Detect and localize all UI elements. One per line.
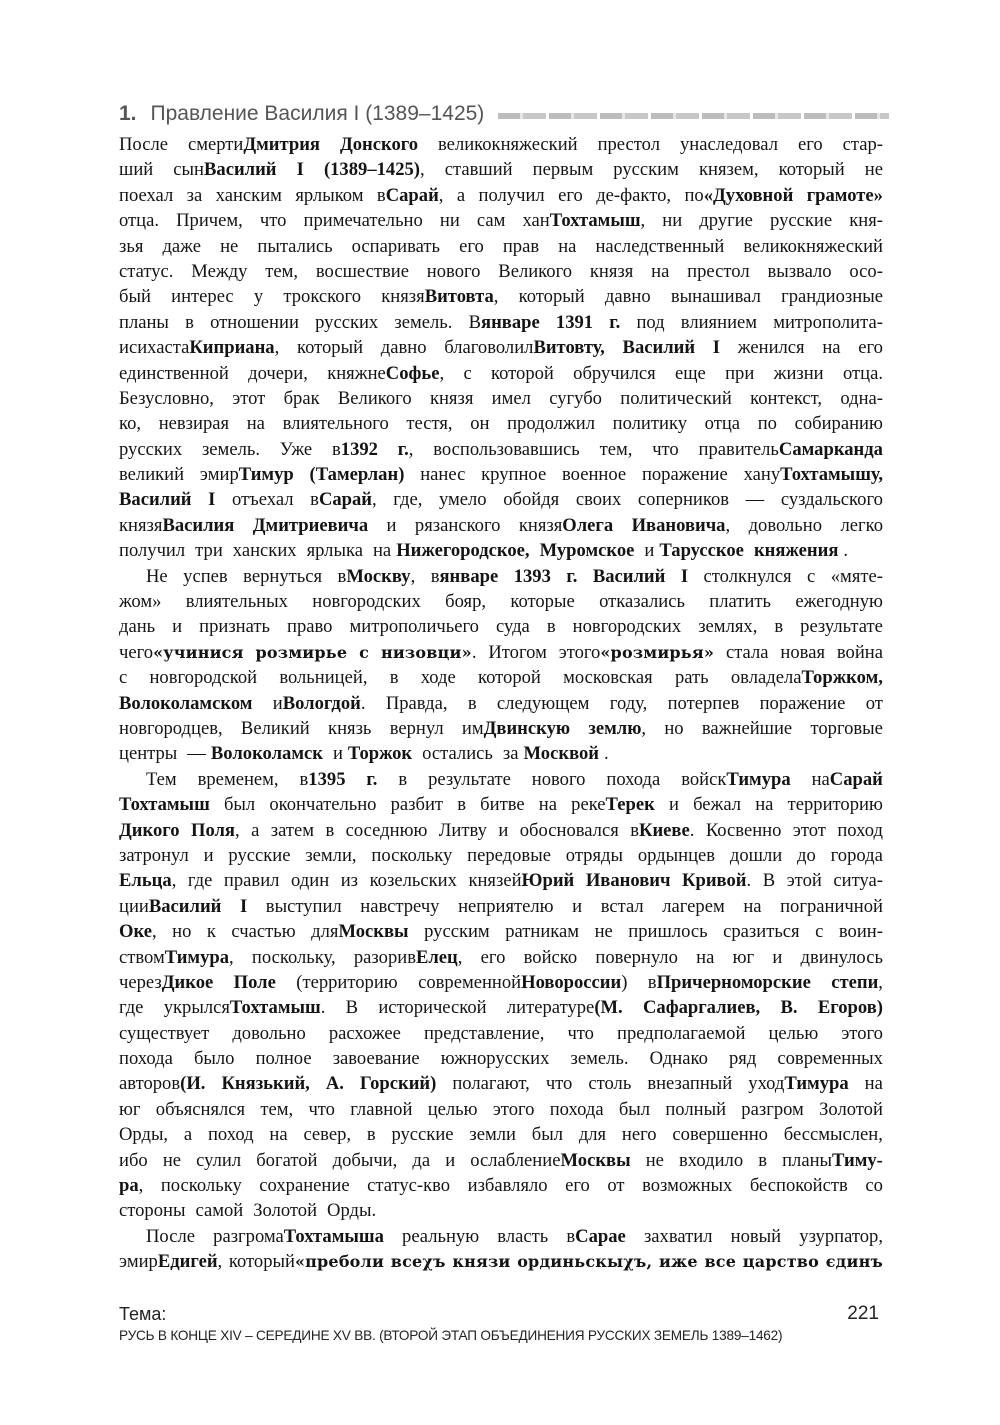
text-line: бый интерес у трокского князяВитовта, который давно вынашивал грандиозные bbox=[119, 286, 883, 308]
text-line: существует довольно расхожее представление, что предполагаемой целью этого bbox=[119, 1022, 883, 1044]
text-line: ибо не сулил богатой добычи, да и ослаблениеМосквы не входило в планыТиму- bbox=[119, 1149, 883, 1171]
text-line: князяВасилия Дмитриевича и рязанского князяОлега Ивановича, довольно легко bbox=[119, 514, 883, 536]
text-line: исихастаКиприана, который давно благоволилВитовту, Василий I женился на его bbox=[119, 337, 883, 359]
footer-tema-label: Тема: bbox=[119, 1304, 167, 1324]
text-line: Василий I отъехал вСарай, где, умело обойдя своих соперников — суздальского bbox=[119, 489, 883, 511]
section-number: 1. bbox=[119, 102, 137, 125]
text-line: Дикого Поля, а затем в соседнюю Литву и обосновался вКиеве. Косвенно этот поход bbox=[119, 819, 883, 841]
body-text bbox=[119, 132, 883, 1275]
text-line: статус. Между тем, восшествие нового Великого князя на престол вызвало осо- bbox=[119, 260, 883, 282]
footer-topic: РУСЬ В КОНЦЕ XIV – СЕРЕДИНЕ XV ВВ. (ВТОРОЙ ЭТАП ОБЪЕДИНЕНИЯ РУССКИХ ЗЕМЕЛЬ 1389–1462) bbox=[119, 1328, 783, 1343]
text-line: единственной дочери, княжнеСофье, с которой обручился еще при жизни отца. bbox=[119, 362, 883, 384]
text-line: отца. Причем, что примечательно ни сам ханТохтамыш, ни другие русские кня- bbox=[119, 210, 883, 232]
text-line: планы в отношении русских земель. Вянваре 1391 г. под влиянием митрополита- bbox=[119, 311, 883, 333]
section-heading bbox=[119, 96, 889, 132]
text-line: ра, поскольку сохранение статус-кво избавляло его от возможных беспокойств со bbox=[119, 1175, 883, 1197]
text-line: Тем временем, в1395 г. в результате нового похода войскТимура наСарай bbox=[146, 768, 883, 790]
text-line: эмирЕдигей, который«преболи всеχъ князи ординьскыχъ, иже все царство єдинъ bbox=[119, 1251, 883, 1273]
page-number: 221 bbox=[847, 1303, 879, 1324]
text-line: похода было полное завоевание южнорусских земель. Однако ряд современных bbox=[119, 1048, 883, 1070]
text-line: получил три ханских ярлыка на Нижегородское, Муромское и Тарусское княжения . bbox=[119, 540, 849, 562]
text-line: зья даже не пытались оспаривать его прав на наследственный великокняжеский bbox=[119, 235, 883, 257]
text-line: юг объяснялся тем, что главной целью этого похода был полный разгром Золотой bbox=[119, 1098, 883, 1120]
text-line: затронул и русские земли, поскольку передовые отряды ордынцев дошли до города bbox=[119, 844, 883, 866]
section-title: Правление Василия I (1389–1425) bbox=[150, 102, 485, 125]
text-line: ко, невзирая на влиятельного тестя, он продолжил политику отца по собиранию bbox=[119, 413, 883, 435]
text-line: ствомТимура, поскольку, разоривЕлец, его войско повернуло на юг и двинулось bbox=[119, 946, 883, 968]
text-line: Ельца, где правил один из козельских князейЮрий Иванович Кривой. В этой ситуа- bbox=[119, 870, 883, 892]
text-line: чего«учинися розмирье с низовци». Итогом этого«розмирья» стала новая война bbox=[119, 641, 883, 663]
text-line: новгородцев, Великий князь вернул имДвинскую землю, но важнейшие торговые bbox=[119, 717, 883, 739]
text-line: Оке, но к счастью дляМосквы русским ратникам не пришлось сразиться с воин- bbox=[119, 921, 883, 943]
text-line: великий эмирТимур (Тамерлан) нанес крупное военное поражение хануТохтамышу, bbox=[119, 464, 883, 486]
text-line: черезДикое Поле (территорию современнойНовороссии) вПричерноморские степи, bbox=[119, 971, 883, 993]
text-line: Волоколамском иВологдой. Правда, в следующем году, потерпев поражение от bbox=[119, 692, 883, 714]
text-line: цииВасилий I выступил навстречу неприятелю и встал лагерем на пограничной bbox=[119, 895, 883, 917]
text-line: центры — Волоколамск и Торжок остались за Москвой . bbox=[119, 743, 609, 765]
text-line: Тохтамыш был окончательно разбит в битве на рекеТерек и бежал на территорию bbox=[119, 794, 883, 816]
text-line: авторов(И. Князький, А. Горский) полагают, что столь внезапный уходТимура на bbox=[119, 1073, 883, 1095]
text-line: ший сынВасилий I (1389–1425), ставший первым русским князем, который не bbox=[119, 159, 883, 181]
text-line: После смертиДмитрия Донского великокняжеский престол унаследовал его стар- bbox=[119, 134, 883, 155]
text-line: где укрылсяТохтамыш. В исторической литературе(М. Сафаргалиев, В. Егоров) bbox=[119, 997, 883, 1019]
text-line: поехал за ханским ярлыком вСарай, а получил его де-факто, по«Духовной грамоте» bbox=[119, 184, 883, 206]
text-line: Орды, а поход на север, в русские земли был для него совершенно бессмыслен, bbox=[119, 1124, 883, 1146]
text-line: Не успев вернуться вМоскву, вянваре 1393 г. Василий I столкнулся с «мяте- bbox=[146, 565, 883, 587]
heading-rule bbox=[498, 113, 889, 119]
text-line: с новгородской вольницей, в ходе которой московская рать овладелаТоржком, bbox=[119, 667, 883, 689]
text-line: жом» влиятельных новгородских бояр, которые отказались платить ежегодную bbox=[119, 591, 883, 613]
text-line: русских земель. Уже в1392 г., воспользовавшись тем, что правительСамарканда bbox=[119, 438, 883, 460]
text-line: После разгромаТохтамыша реальную власть вСарае захватил новый узурпатор, bbox=[146, 1225, 883, 1247]
text-line: Безусловно, этот брак Великого князя имел сугубо политический контекст, одна- bbox=[119, 387, 883, 409]
text-line: стороны самой Золотой Орды. bbox=[119, 1200, 377, 1222]
text-line: дань и признать право митрополичьего суда в новгородских землях, в результате bbox=[119, 616, 883, 638]
